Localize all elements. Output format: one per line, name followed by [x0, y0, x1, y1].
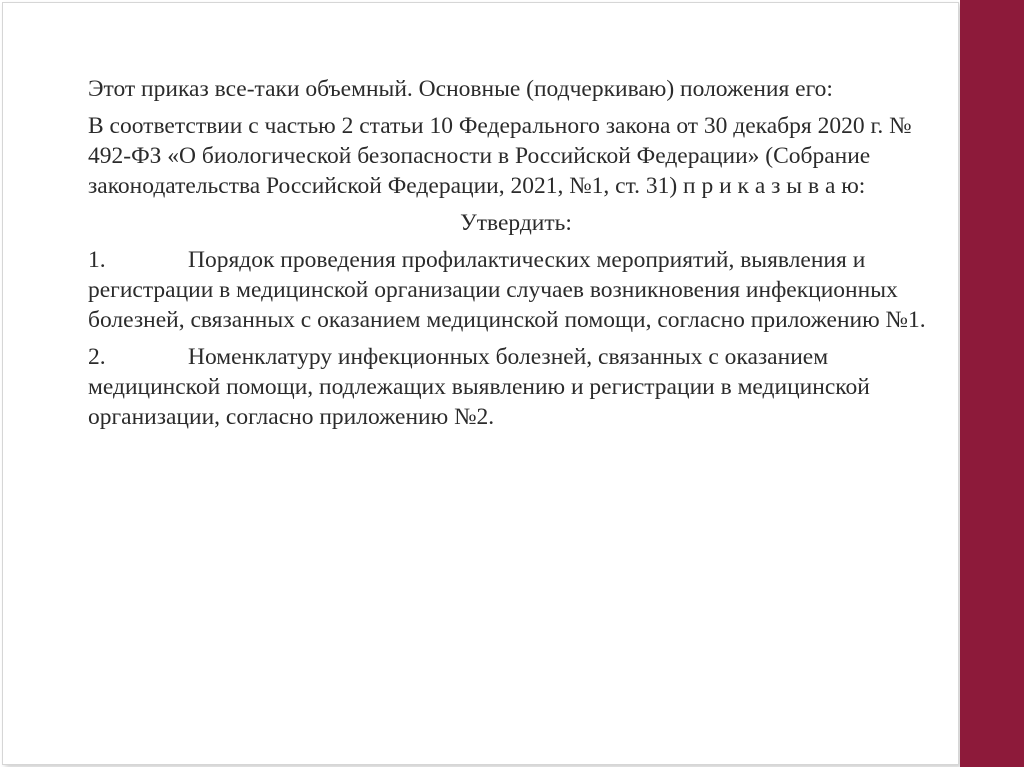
accent-side-bar: [960, 0, 1024, 767]
list-item-number: 2.: [88, 344, 106, 370]
document-text: [88, 74, 944, 439]
legal-basis-paragraph: В соответствии с частью 2 статьи 10 Федерального закона от 30 декабря 2020 г. № 492-ФЗ «О биологической безопасности в Российской Федерации» (Собрание законодательства Российской Федерации, 2021, №1, ст. 31) п р и к а з ы в а ю:: [88, 113, 912, 199]
intro-paragraph: Этот приказ все-таки объемный. Основные (подчеркиваю) положения его:: [88, 76, 833, 102]
list-item-text: Порядок проведения профилактических мероприятий, выявления и регистрации в медицинской организации случаев возникновения инфекционных болезней, связанных с оказанием медицинской помощи, согласно приложению №1.: [88, 247, 926, 333]
list-item-text: Номенклатуру инфекционных болезней, связанных с оказанием медицинской помощи, подлежащих выявлению и регистрации в медицинской организации, согласно приложению №2.: [88, 344, 870, 430]
list-item: [88, 342, 944, 432]
list-item-number: 1.: [88, 247, 106, 273]
approve-heading: Утвердить:: [460, 210, 572, 236]
list-item: [88, 245, 944, 335]
